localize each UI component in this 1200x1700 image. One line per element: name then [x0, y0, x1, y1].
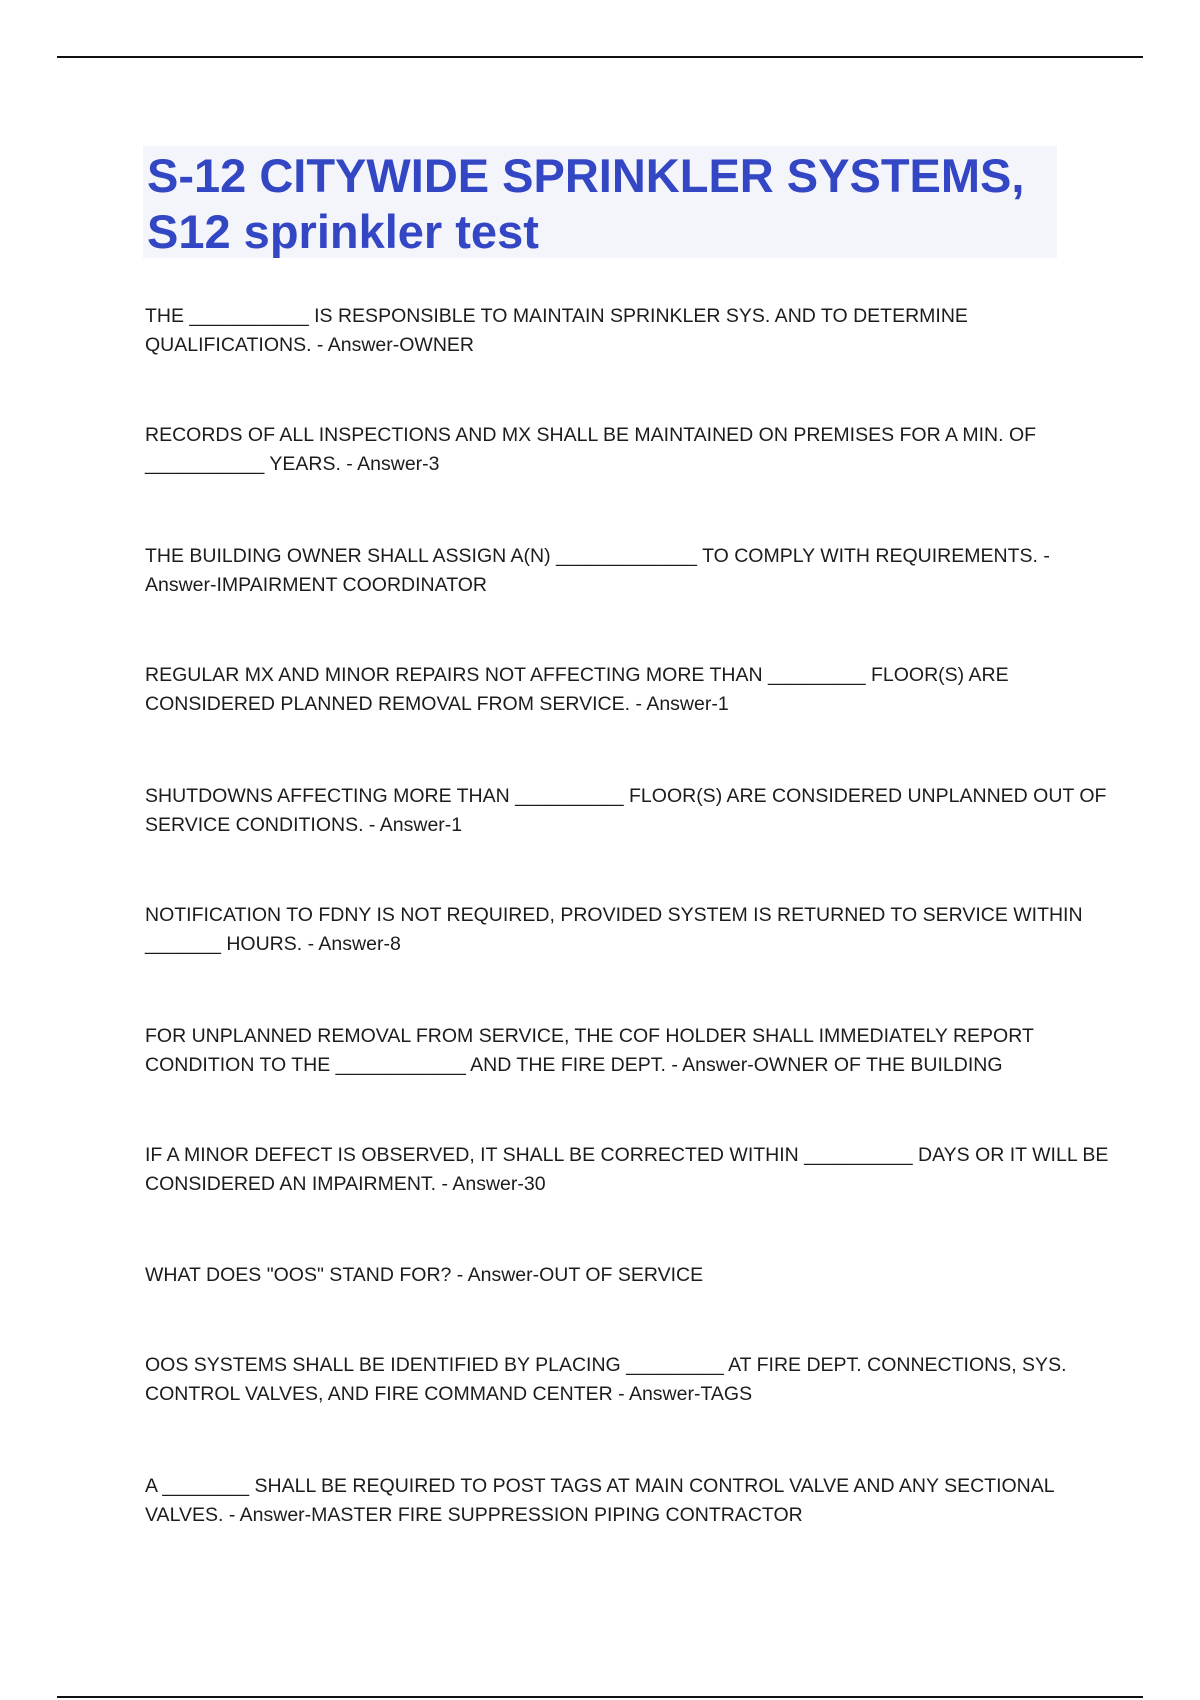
- qa-item-1: [145, 302, 1065, 360]
- qa-item-11: [145, 1472, 1065, 1530]
- qa-line: ___________ YEARS. - Answer-3: [145, 453, 440, 475]
- qa-item-10: [145, 1351, 1065, 1409]
- qa-line: RECORDS OF ALL INSPECTIONS AND MX SHALL BE MAINTAINED ON PREMISES FOR A MIN. OF: [145, 424, 1037, 446]
- qa-line: A ________ SHALL BE REQUIRED TO POST TAGS AT MAIN CONTROL VALVE AND ANY SECTIONAL: [145, 1475, 1055, 1497]
- title-line-2: S12 sprinkler test: [147, 205, 539, 258]
- qa-line: CONDITION TO THE ____________ AND THE FIRE DEPT. - Answer-OWNER OF THE BUILDING: [145, 1054, 1003, 1076]
- qa-line: NOTIFICATION TO FDNY IS NOT REQUIRED, PROVIDED SYSTEM IS RETURNED TO SERVICE WITHIN: [145, 904, 1083, 926]
- qa-item-8: [145, 1141, 1109, 1199]
- qa-line: SHUTDOWNS AFFECTING MORE THAN __________ FLOOR(S) ARE CONSIDERED UNPLANNED OUT OF: [145, 785, 1107, 807]
- qa-item-7: [145, 1022, 1065, 1080]
- document-title: [143, 146, 1057, 258]
- qa-line: REGULAR MX AND MINOR REPAIRS NOT AFFECTING MORE THAN _________ FLOOR(S) ARE: [145, 664, 1009, 686]
- qa-item-9: [145, 1261, 1065, 1290]
- qa-line: FOR UNPLANNED REMOVAL FROM SERVICE, THE COF HOLDER SHALL IMMEDIATELY REPORT: [145, 1025, 1034, 1047]
- qa-line: SERVICE CONDITIONS. - Answer-1: [145, 814, 463, 836]
- qa-item-5: [145, 782, 1107, 840]
- top-rule: [57, 56, 1143, 58]
- qa-item-2: [145, 421, 1065, 479]
- qa-line: THE ___________ IS RESPONSIBLE TO MAINTAIN SPRINKLER SYS. AND TO DETERMINE: [145, 305, 968, 327]
- qa-line: _______ HOURS. - Answer-8: [145, 933, 401, 955]
- qa-line: VALVES. - Answer-MASTER FIRE SUPPRESSION PIPING CONTRACTOR: [145, 1504, 803, 1526]
- qa-line: OOS SYSTEMS SHALL BE IDENTIFIED BY PLACING _________ AT FIRE DEPT. CONNECTIONS, SYS.: [145, 1354, 1067, 1376]
- qa-item-4: [145, 661, 1065, 719]
- qa-line: THE BUILDING OWNER SHALL ASSIGN A(N) _____________ TO COMPLY WITH REQUIREMENTS. -: [145, 545, 1050, 567]
- qa-item-3: [145, 542, 1065, 600]
- bottom-rule: [57, 1696, 1143, 1698]
- qa-line: IF A MINOR DEFECT IS OBSERVED, IT SHALL BE CORRECTED WITHIN __________ DAYS OR IT WILL BE: [145, 1144, 1109, 1166]
- qa-line: QUALIFICATIONS. - Answer-OWNER: [145, 334, 475, 356]
- qa-line: Answer-IMPAIRMENT COORDINATOR: [145, 574, 488, 596]
- title-line-1: S-12 CITYWIDE SPRINKLER SYSTEMS,: [147, 149, 1025, 202]
- qa-line: CONSIDERED PLANNED REMOVAL FROM SERVICE. - Answer-1: [145, 693, 729, 715]
- qa-line: CONTROL VALVES, AND FIRE COMMAND CENTER - Answer-TAGS: [145, 1383, 753, 1405]
- qa-item-6: [145, 901, 1083, 959]
- qa-line: WHAT DOES "OOS" STAND FOR? - Answer-OUT OF SERVICE: [145, 1264, 704, 1286]
- qa-line: CONSIDERED AN IMPAIRMENT. - Answer-30: [145, 1173, 546, 1195]
